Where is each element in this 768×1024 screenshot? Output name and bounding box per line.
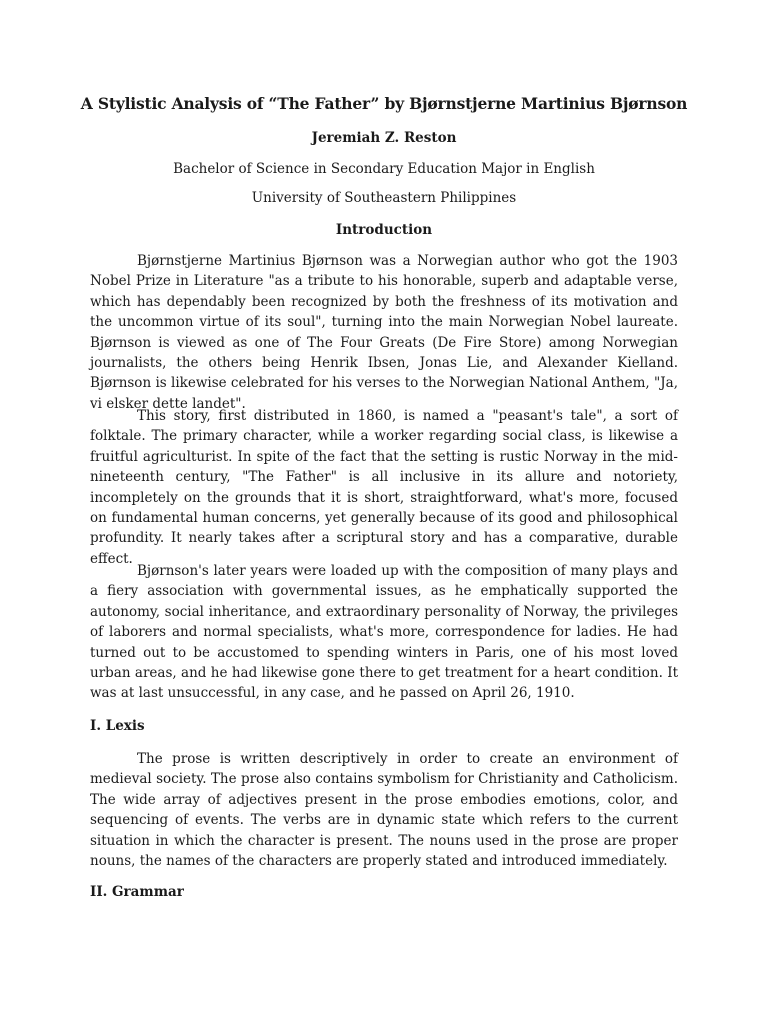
paragraph-1 [90, 251, 678, 414]
section-heading-lexis: I. Lexis [90, 718, 145, 734]
paragraph-2 [90, 406, 678, 569]
paragraph-text: This story, first distributed in 1860, is named a "peasant's tale", a sort of folktale. The primary character, while a worker regarding social class, is likewise a fruitful agriculturist. In spite of the fact that the setting is rustic Norway in the mid-nineteenth century, "The Father" is all inclusive in its allure and notoriety, incompletely on the grounds that it is short, straightforward, what's more, focused on fundamental human concerns, yet generally because of its good and philosophical profundity. It nearly takes after a scriptural story and has a comparative, durable effect. [90, 408, 678, 567]
document-title: A Stylistic Analysis of “The Father” by Bjørnstjerne Martinius Bjørnson [80, 94, 688, 113]
paragraph-3 [90, 561, 678, 704]
author-name: Jeremiah Z. Reston [311, 130, 457, 146]
paragraph-text: The prose is written descriptively in order to create an environment of medieval society. The prose also contains symbolism for Christianity and Catholicism. The wide array of adjectives present in the prose embodies emotions, color, and sequencing of events. The verbs are in dynamic state which refers to the current situation in which the character is present. The nouns used in the prose are proper nouns, the names of the characters are properly stated and introduced immediately. [90, 751, 678, 870]
paragraph-4 [90, 749, 678, 871]
author-degree: Bachelor of Science in Secondary Education Major in English [173, 161, 595, 177]
section-heading-introduction: Introduction [335, 222, 433, 238]
section-heading-grammar: II. Grammar [90, 884, 184, 900]
paragraph-text: Bjørnson's later years were loaded up with the composition of many plays and a fiery association with governmental issues, as he emphatically supported the autonomy, social inheritance, and extraordinary personality of Norway, the privileges of laborers and normal specialists, what's more, correspondence for ladies. He had turned out to be accustomed to spending winters in Paris, one of his most loved urban areas, and he had likewise gone there to get treatment for a heart condition. It was at last unsuccessful, in any case, and he passed on April 26, 1910. [90, 563, 678, 702]
paragraph-text: Bjørnstjerne Martinius Bjørnson was a Norwegian author who got the 1903 Nobel Prize in Literature "as a tribute to his honorable, superb and adaptable verse, which has dependably been recognized by both the freshness of its motivation and the uncommon virtue of its soul", turning into the main Norwegian Nobel laureate. Bjørnson is viewed as one of The Four Greats (De Fire Store) among Norwegian journalists, the others being Henrik Ibsen, Jonas Lie, and Alexander Kielland. Bjørnson is likewise celebrated for his verses to the Norwegian National Anthem, "Ja, vi elsker dette landet". [90, 253, 678, 412]
author-university: University of Southeastern Philippines [251, 190, 517, 206]
